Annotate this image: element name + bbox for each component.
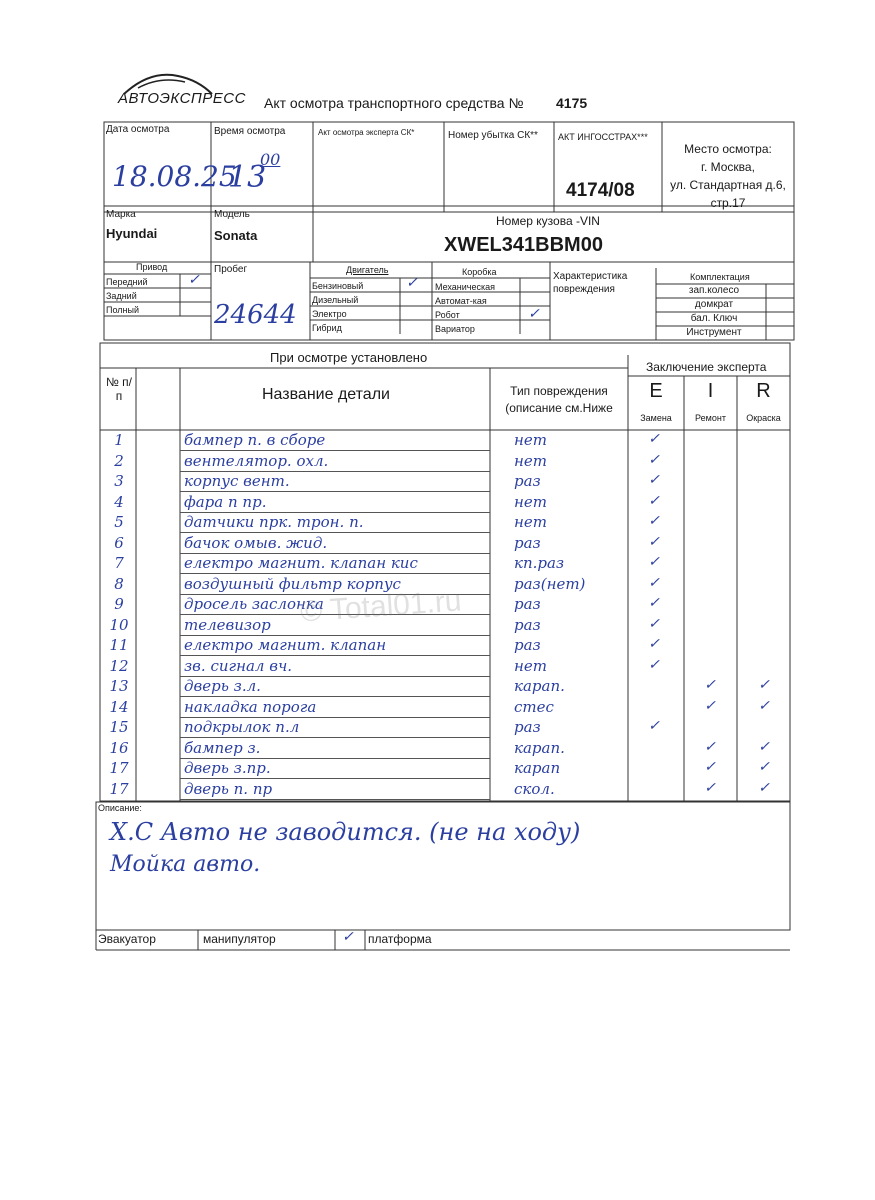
damage-type: раз [514,636,541,654]
row-number: 4 [114,492,124,511]
model-label: Модель [214,209,250,220]
table-row [104,513,788,534]
equipment-label: Комплектация [690,272,750,282]
paint-check: ✓ [758,697,770,714]
vin-label: Номер кузова -VIN [496,214,600,228]
replace-check: ✓ [648,554,660,570]
mileage-value: 24644 [214,300,297,330]
col-e-sub: Замена [640,413,672,423]
replace-check: ✓ [648,492,660,509]
part-name: датчики прк. трон. п. [184,513,364,531]
table-row [104,739,788,760]
damage-type: раз [514,615,541,634]
part-name: бампер п. в сборе [184,431,326,449]
manipulator-label: манипулятор [203,932,276,946]
gearbox-option: Механическая [435,282,496,292]
row-number: 16 [109,738,129,757]
damage-type: кп.раз [514,554,565,572]
row-number: 9 [114,595,124,613]
damage-type: карап. [514,677,565,695]
col-num-header: № п/п [105,375,133,403]
damage-type: нет [514,492,547,511]
damage-type: раз [514,718,541,736]
part-name: воздушный фильтр корпус [184,574,401,593]
engine-option: Электро [312,309,347,319]
row-number: 10 [109,615,129,634]
engine-label: Двигатель [346,265,389,275]
part-name: фара п пр. [184,492,267,511]
damage-type: раз [514,595,541,613]
replace-check: ✓ [648,636,660,652]
paint-check: ✓ [758,779,770,796]
row-number: 11 [109,636,129,654]
place-label: Место осмотра: [684,142,772,156]
ingos-label: АКТ ИНГОССТРАХ*** [558,132,648,142]
repair-check: ✓ [704,677,716,693]
equipment-item: бал. Ключ [690,313,738,324]
col-i-header: I [707,380,714,402]
conclusion-title: Заключение эксперта [646,360,767,374]
table-row [104,431,788,452]
replace-check: ✓ [648,656,660,673]
drive-options [106,275,148,317]
part-name: дверь п. пр [184,779,273,798]
part-name: дверь з.пр. [184,759,271,777]
col-i-sub: Ремонт [695,413,726,423]
row-number: 3 [114,472,124,490]
table-row [104,636,788,657]
gearbox-check: ✓ [528,306,540,322]
part-name: зв. сигнал вч. [184,656,293,675]
part-name: електро магнит. клапан кис [184,554,418,572]
row-number: 12 [109,656,129,675]
repair-check: ✓ [704,697,716,714]
place-building: стр.17 [710,196,746,210]
repair-check: ✓ [704,759,716,775]
equipment-item: зап.колесо [688,285,740,296]
damage-type: нет [514,451,547,470]
damage-char-label: Характеристика повреждения [553,271,628,295]
replace-check: ✓ [648,533,660,550]
repair-check: ✓ [704,738,716,755]
replace-check: ✓ [648,595,660,611]
expert-act-label: Акт осмотра эксперта СК* [318,128,415,137]
manipulator-check: ✓ [342,929,354,945]
drive-option: Задний [106,291,137,301]
table-row [104,452,788,473]
damage-type: стес [514,697,554,716]
engine-options [312,279,363,335]
replace-check: ✓ [648,615,660,632]
act-number: 4175 [556,95,588,111]
replace-check: ✓ [648,451,660,468]
engine-check: ✓ [406,275,418,291]
row-number: 5 [114,513,124,531]
platform-label: платформа [368,932,432,946]
gearbox-option: Робот [435,310,460,320]
gearbox-label: Коробка [462,267,497,277]
damage-type: раз [514,533,541,552]
col-e-header: E [649,380,663,402]
col-damage-header: Тип повреждения (описание см.Ниже [505,384,613,415]
engine-option: Дизельный [312,295,359,305]
row-number: 17 [109,779,129,798]
col-r-sub: Окраска [746,413,781,423]
row-number: 7 [114,554,124,572]
part-name: електро магнит. клапан [184,636,387,654]
replace-check: ✓ [648,472,660,488]
make-value: Hyundai [106,226,158,241]
damage-type: раз [514,472,541,490]
drive-label: Привод [136,262,168,272]
table-row [104,759,788,780]
gearbox-options [435,280,495,336]
damage-type: скол. [514,779,555,798]
part-name: дверь з.л. [184,677,261,695]
replace-check: ✓ [648,513,660,529]
replace-check: ✓ [648,718,660,734]
equipment-item: Инструмент [686,327,742,338]
part-name: вентелятор. охл. [184,451,329,470]
part-name: корпус вент. [184,472,290,490]
logo: АВТОЭКСПРЕСС [118,90,246,107]
damage-type: нет [514,656,547,675]
gearbox-option: Автомат-кая [435,296,487,306]
damage-type: карап [514,759,561,777]
part-name: накладка порога [184,697,317,716]
description-line1: Х.С Авто не заводится. (не на ходу) [110,818,581,846]
engine-option: Бензиновый [312,281,364,291]
equipment-item: домкрат [694,299,734,310]
table-row [104,493,788,514]
part-name: бампер з. [184,738,261,757]
row-number: 1 [114,431,124,449]
time-minutes: 00 [260,150,281,169]
damage-type: нет [514,513,547,531]
evacuator-label: Эвакуатор [98,932,156,946]
page-title: Акт осмотра транспортного средства № [264,95,524,111]
make-label: Марка [106,209,136,220]
part-name: телевизор [184,615,271,634]
table-row [104,554,788,575]
part-name: подкрылок п.л [184,718,300,736]
table-row [104,780,788,801]
row-number: 15 [109,718,129,736]
row-number: 2 [114,451,124,470]
row-number: 8 [114,574,124,593]
row-number: 6 [114,533,124,552]
replace-check: ✓ [648,431,660,447]
table-row [104,698,788,719]
model-value: Sonata [214,228,258,243]
replace-check: ✓ [648,574,660,591]
place-street: ул. Стандартная д.6, [670,178,786,192]
drive-option: Полный [106,305,139,315]
loss-number-label: Номер убытка СК** [448,130,538,141]
description-line2: Мойка авто. [110,852,261,877]
paint-check: ✓ [758,738,770,755]
description-label: Описание: [98,803,142,813]
table-row [104,472,788,493]
row-number: 14 [109,697,129,716]
table-row [104,718,788,739]
repair-check: ✓ [704,779,716,796]
gearbox-option: Вариатор [435,324,475,334]
paint-check: ✓ [758,759,770,775]
date-value: 18.08.25 [112,160,237,193]
place-block [664,140,792,212]
part-name: дросель заслонка [184,595,324,613]
damage-type: нет [514,431,547,449]
row-number: 17 [109,759,129,777]
row-number: 13 [109,677,129,695]
col-r-header: R [756,380,771,402]
damage-type: раз(нет) [514,574,586,593]
damage-type: карап. [514,738,565,757]
ingos-value: 4174/08 [566,180,635,201]
date-label: Дата осмотра [106,124,170,135]
engine-option: Гибрид [312,323,342,333]
table-row [104,677,788,698]
findings-title: При осмотре установлено [270,350,428,365]
col-part-header: Название детали [262,386,390,403]
time-hours: 13 [228,160,267,195]
drive-check: ✓ [188,272,200,288]
place-city: г. Москва, [701,160,755,174]
row-divider [180,799,490,800]
paint-check: ✓ [758,677,770,693]
drive-option: Передний [106,277,148,287]
vin-value: XWEL341BBM00 [444,234,603,256]
watermark: © Total01.ru [299,584,463,629]
table-row [104,534,788,555]
table-row [104,657,788,678]
mileage-label: Пробег [214,264,248,275]
part-name: бачок омыв. жид. [184,533,328,552]
time-label: Время осмотра [214,126,286,137]
